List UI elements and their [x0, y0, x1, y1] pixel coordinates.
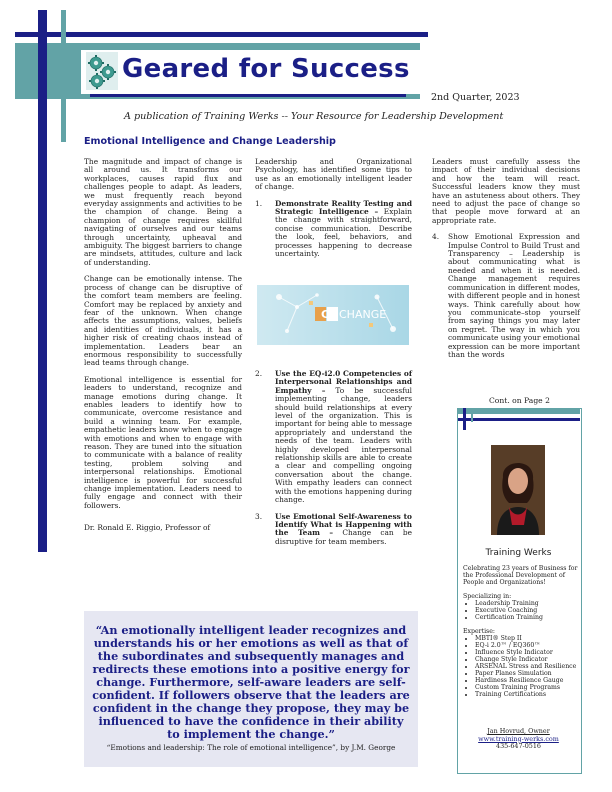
paragraph: Leaders must carefully assess the impact of their individual decisions and how the team will react. Successful leaders know they must have an astuteness about others. They need to adjust the pace of change so that people move forward at an appropriate rate. — [432, 157, 580, 225]
tip-item — [432, 233, 580, 359]
list-item: • Change Style Indicator — [475, 656, 578, 663]
expertise-list — [463, 635, 578, 698]
tip-item — [255, 513, 412, 547]
title-underline — [90, 94, 406, 97]
header-navy-line — [15, 32, 428, 37]
tip-title: Demonstrate Reality Testing and Strategic Intelligence – — [275, 198, 412, 217]
owner-name: Jan Hovrud, Owner — [487, 727, 550, 735]
paragraph: Dr. Ronald E. Riggio, Professor of — [84, 523, 211, 533]
list-item: • Paper Planes Simulation — [475, 670, 578, 677]
sidebar-contact — [457, 728, 580, 751]
article-heading: Emotional Intelligence and Change Leadership — [84, 136, 336, 147]
article-column-1 — [84, 158, 242, 541]
sidebar-teal-bar — [471, 408, 473, 422]
tip-text: Show Emotional Expression and Impulse Control to Build Trust and Transparency – Leadership is about communicating what is needed and when it is needed. Change management requires communication in different modes, with different people and in honest ways. Think carefully about how you communicate–stop yourself from saying things you may later on regret. The way in which you communicate using your emotional expression can be more important than the words — [448, 232, 580, 359]
change-image — [257, 285, 409, 345]
tip-title: Use Emotional Self-Awareness to Identify What is Happening with the Team – — [275, 511, 412, 538]
sidebar-navy-bar — [463, 408, 466, 430]
article-column-2-lower — [255, 370, 412, 554]
list-item: • MBTI® Step II — [475, 635, 578, 642]
list-item: • Custom Training Programs — [475, 684, 578, 691]
left-teal-bar — [61, 10, 66, 142]
list-item: • ARSENAL Stress and Resilience — [475, 663, 578, 670]
owner-photo — [491, 445, 545, 535]
sidebar-teal-band — [458, 408, 580, 414]
expertise-label: Expertise: — [463, 628, 495, 635]
specializing-list — [463, 600, 578, 621]
tip-text: Explain the change with straightforward, concise communication. Describe the look, feel, behaviors, and processes happening to decrease uncertainty. — [275, 207, 412, 259]
change-image-word: CHANGE — [339, 308, 387, 321]
paragraph: Emotional intelligence is essential for leaders to understand, recognize and manage emotions during change. It enables leaders to identify how to communicate, overcome resistance and build a winning team. For example, empathetic leaders know when to engage with emotions and when to engage with reason. They are tuned into the situation to communicate with a balance of reality testing, problem solving and interpersonal relationships. Emotional intelligence is powerful for successful change implementation. Leaders need to fully engage and connect with their followers. — [84, 374, 242, 510]
issue-date: 2nd Quarter, 2023 — [431, 92, 520, 103]
sidebar-text — [463, 565, 578, 705]
list-item: • Training Certifications — [475, 691, 578, 698]
list-item: • EQ-i 2.0™ / EQ360™ — [475, 642, 578, 649]
publication-line: A publication of Training Werks -- Your Resource for Leadership Development — [124, 111, 504, 122]
sidebar-title: Training Werks — [485, 548, 552, 558]
list-item: • Hardiness Resilience Gauge — [475, 677, 578, 684]
article-column-2 — [255, 158, 412, 266]
svg-text:C: C — [321, 308, 330, 321]
tip-number: 2. — [255, 369, 263, 378]
specializing-label: Specializing in: — [463, 593, 512, 600]
tip-text: To be successful implementing change, leaders should build relationships at every level of the organization. This is important for being able to message appropriately and understand the needs of the team. Leaders with highly developed interpersonal relationship skills are able to create a clear and compelling ongoing conversation about the change. With empathy leaders can connect with the emotions happening during change. — [275, 385, 412, 505]
tip-item — [255, 200, 412, 259]
list-item: • Executive Coaching — [475, 607, 578, 614]
paragraph: Change can be emotionally intense. The process of change can be disruptive of the comfort team members are feeling. Comfort may be replaced by anxiety and fear of the unknown. When change affects the assumptions, values, beliefs and identities of individuals, it has a higher risk of creating chaos instead of implementation. Leaders bear an enormous responsibility to successfully lead teams through change. — [84, 274, 242, 368]
newsletter-title: Geared for Success — [122, 54, 410, 84]
tip-text: Change can be disruptive for team members. — [275, 528, 412, 546]
tip-title: Use the EQ-i2.0 Competencies of Interpersonal Relationships and Empathy – — [275, 369, 412, 395]
sidebar-navy-line — [458, 418, 580, 421]
website-link[interactable]: www.training-werks.com — [478, 734, 559, 743]
quote-source: “Emotions and leadership: The role of emotional intelligence”, by J.M. George — [106, 743, 396, 752]
paragraph: The magnitude and impact of change is all around us. It transforms our workplaces, causes rapid flux and challenges people to adapt. As leaders, we must frequently reach beyond everyday assignments and activities to be the champion of change. Being a champion of change requires skillful navigating of ourselves and our teams through uncertainty, upheaval and ambiguity. The biggest barriers to change are mindsets, attitudes, culture and lack of understanding. — [84, 157, 242, 267]
gears-icon — [86, 52, 118, 90]
paragraph: Leadership and Organizational Psychology, has identified some tips to use as an emotionally intelligent leader of change. — [255, 157, 412, 192]
list-item: • Certification Training — [475, 614, 578, 621]
celebrating-text: Celebrating 23 years of Business for the Professional Development of People and Organizations! — [463, 565, 578, 586]
phone-number: 435-647-0516 — [496, 742, 541, 751]
left-navy-bar — [38, 10, 47, 552]
pull-quote: “An emotionally intelligent leader recognizes and understands his or her emotions as well as that of the subordinates and subsequently manages and redirects these emotions into a positive energy for change. Furthermore, self-aware leaders are self-confident. If followers observe that the leaders are confident in the change they propose, they may be influenced to have the confidence in their ability to implement the change.” — [92, 623, 410, 741]
tip-number: 3. — [255, 511, 263, 521]
article-column-3 — [432, 158, 580, 359]
continued-note: Cont. on Page 2 — [489, 396, 550, 405]
list-item: • Leadership Training — [475, 600, 578, 607]
list-item: • Influence Style Indicator — [475, 649, 578, 656]
tip-number: 1. — [255, 198, 263, 208]
tip-item — [255, 370, 412, 505]
tip-number: 4. — [432, 232, 440, 242]
